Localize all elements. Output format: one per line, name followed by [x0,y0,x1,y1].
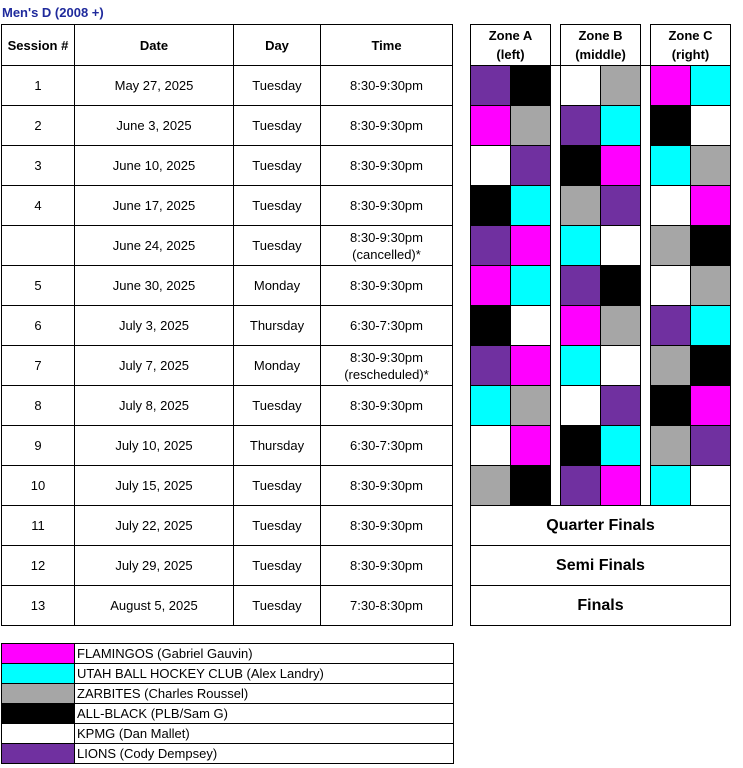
zone-gap [641,25,651,66]
zone-gap [641,226,651,266]
session-header: Session # [2,25,75,66]
team-color-cell [511,386,551,426]
legend-item [2,724,454,744]
time-value: 8:30-9:30pm [350,278,423,293]
zone-gap [641,66,651,106]
day-header: Day [234,25,321,66]
team-color-cell [651,106,691,146]
team-color-cell [651,226,691,266]
time-cell [321,306,453,346]
time-cell [321,226,453,266]
table-row [2,306,453,346]
zone-gap [641,426,651,466]
team-color-cell [561,66,601,106]
team-color-cell [691,426,731,466]
team-color-cell [511,266,551,306]
table-row [2,466,453,506]
zone-a-name: Zone A [488,28,533,43]
zone-b-header [561,25,641,66]
day-cell: Thursday [234,306,321,346]
time-cell [321,106,453,146]
date-cell: July 10, 2025 [75,426,234,466]
session-number-cell: 8 [2,386,75,426]
date-cell: May 27, 2025 [75,66,234,106]
time-cell [321,426,453,466]
day-cell: Tuesday [234,146,321,186]
team-color-cell [691,226,731,266]
legend-table [1,643,454,764]
playoff-round-cell: Finals [471,586,731,626]
legend-swatch [2,644,75,664]
table-row [2,426,453,466]
time-cell [321,66,453,106]
team-color-cell [471,66,511,106]
zone-c-sub: (right) [671,47,710,62]
team-color-cell [471,426,511,466]
team-color-cell [691,306,731,346]
date-cell: July 3, 2025 [75,306,234,346]
team-color-cell [471,386,511,426]
time-value: 6:30-7:30pm [350,318,423,333]
zone-table [470,24,731,626]
team-color-cell [691,346,731,386]
zone-gap [641,186,651,226]
zone-row [471,426,731,466]
zone-row [471,146,731,186]
team-color-cell [601,266,641,306]
team-color-cell [651,386,691,426]
date-cell: June 30, 2025 [75,266,234,306]
zone-a-sub: (left) [496,47,525,62]
zone-gap [641,146,651,186]
zone-gap [551,226,561,266]
zone-row [471,66,731,106]
session-number-cell: 5 [2,266,75,306]
zone-gap [551,106,561,146]
team-color-cell [601,226,641,266]
session-number-cell: 2 [2,106,75,146]
playoff-round-cell: Quarter Finals [471,506,731,546]
zone-gap [551,186,561,226]
schedule-header-row [2,25,453,66]
team-color-cell [651,266,691,306]
day-cell: Tuesday [234,186,321,226]
team-color-cell [471,466,511,506]
date-cell: August 5, 2025 [75,586,234,626]
time-cell [321,186,453,226]
team-color-cell [651,466,691,506]
day-cell: Tuesday [234,466,321,506]
zone-b-name: Zone B [578,28,623,43]
zone-c-header [651,25,731,66]
table-row [2,546,453,586]
table-row [2,66,453,106]
team-color-cell [561,146,601,186]
date-cell: June 10, 2025 [75,146,234,186]
day-cell: Tuesday [234,506,321,546]
zone-gap [641,106,651,146]
date-cell: July 7, 2025 [75,346,234,386]
team-color-cell [691,106,731,146]
zone-row [471,586,731,626]
zone-row [471,106,731,146]
legend-label: KPMG (Dan Mallet) [75,724,454,744]
time-cell [321,546,453,586]
time-value: 6:30-7:30pm [350,438,423,453]
legend-item [2,704,454,724]
team-color-cell [601,346,641,386]
time-value: 8:30-9:30pm [350,518,423,533]
legend-item [2,684,454,704]
table-row [2,586,453,626]
team-color-cell [511,306,551,346]
team-color-cell [691,186,731,226]
day-cell: Tuesday [234,386,321,426]
zone-row [471,266,731,306]
legend-swatch [2,684,75,704]
table-row [2,106,453,146]
team-color-cell [471,226,511,266]
team-color-cell [561,466,601,506]
team-color-cell [561,306,601,346]
team-color-cell [601,146,641,186]
zone-gap [551,306,561,346]
day-cell: Thursday [234,426,321,466]
day-cell: Tuesday [234,106,321,146]
team-color-cell [651,346,691,386]
table-row [2,266,453,306]
zone-gap [551,66,561,106]
table-row [2,146,453,186]
zone-gap [551,25,561,66]
zone-gap [641,306,651,346]
team-color-cell [511,146,551,186]
legend-label: UTAH BALL HOCKEY CLUB (Alex Landry) [75,664,454,684]
team-color-cell [651,66,691,106]
legend-label: ZARBITES (Charles Roussel) [75,684,454,704]
zone-c-name: Zone C [668,28,713,43]
zone-gap [641,346,651,386]
zone-row [471,346,731,386]
session-number-cell: 11 [2,506,75,546]
zone-row [471,386,731,426]
team-color-cell [511,66,551,106]
page-title: Men's D (2008 +) [2,5,104,20]
legend-item [2,664,454,684]
team-color-cell [511,226,551,266]
legend-item [2,644,454,664]
team-color-cell [601,386,641,426]
team-color-cell [511,106,551,146]
day-cell: Tuesday [234,546,321,586]
time-cell [321,386,453,426]
date-cell: July 15, 2025 [75,466,234,506]
day-cell: Monday [234,266,321,306]
team-color-cell [601,106,641,146]
time-cell [321,346,453,386]
time-note: (rescheduled)* [344,366,429,382]
team-color-cell [601,306,641,346]
table-row [2,506,453,546]
team-color-cell [511,346,551,386]
time-value: 8:30-9:30pm [350,349,423,365]
session-number-cell: 1 [2,66,75,106]
team-color-cell [471,186,511,226]
team-color-cell [471,346,511,386]
time-value: 8:30-9:30pm [350,398,423,413]
team-color-cell [561,386,601,426]
time-cell [321,586,453,626]
time-value: 8:30-9:30pm [350,229,423,245]
zone-row [471,546,731,586]
zone-gap [551,466,561,506]
team-color-cell [601,466,641,506]
session-number-cell: 13 [2,586,75,626]
time-note: (cancelled)* [352,246,421,262]
time-value: 8:30-9:30pm [350,158,423,173]
team-color-cell [471,266,511,306]
table-row [2,226,453,266]
legend-label: FLAMINGOS (Gabriel Gauvin) [75,644,454,664]
zone-gap [551,386,561,426]
session-number-cell: 9 [2,426,75,466]
team-color-cell [691,266,731,306]
time-header: Time [321,25,453,66]
date-cell: June 3, 2025 [75,106,234,146]
time-value: 8:30-9:30pm [350,118,423,133]
time-value: 8:30-9:30pm [350,198,423,213]
zone-row [471,506,731,546]
zone-gap [551,426,561,466]
date-cell: July 29, 2025 [75,546,234,586]
team-color-cell [651,306,691,346]
legend-swatch [2,704,75,724]
team-color-cell [561,426,601,466]
team-color-cell [561,106,601,146]
team-color-cell [601,186,641,226]
team-color-cell [471,106,511,146]
time-value: 7:30-8:30pm [350,598,423,613]
session-number-cell: 3 [2,146,75,186]
zone-gap [551,346,561,386]
session-number-cell: 4 [2,186,75,226]
date-cell: June 17, 2025 [75,186,234,226]
time-cell [321,266,453,306]
legend-label: ALL-BLACK (PLB/Sam G) [75,704,454,724]
table-row [2,386,453,426]
legend-swatch [2,664,75,684]
team-color-cell [561,346,601,386]
table-row [2,186,453,226]
team-color-cell [691,146,731,186]
zone-gap [551,146,561,186]
legend-swatch [2,724,75,744]
team-color-cell [561,226,601,266]
day-cell: Tuesday [234,226,321,266]
playoff-round-cell: Semi Finals [471,546,731,586]
date-cell: June 24, 2025 [75,226,234,266]
zone-row [471,306,731,346]
date-header: Date [75,25,234,66]
session-number-cell: 10 [2,466,75,506]
team-color-cell [651,426,691,466]
time-cell [321,506,453,546]
team-color-cell [561,266,601,306]
team-color-cell [471,306,511,346]
team-color-cell [601,426,641,466]
time-cell [321,146,453,186]
zone-gap [551,266,561,306]
team-color-cell [561,186,601,226]
table-row [2,346,453,386]
day-cell: Monday [234,346,321,386]
session-number-cell: 12 [2,546,75,586]
session-number-cell: 6 [2,306,75,346]
session-number-cell [2,226,75,266]
team-color-cell [471,146,511,186]
time-value: 8:30-9:30pm [350,478,423,493]
legend-item [2,744,454,764]
team-color-cell [601,66,641,106]
zone-row [471,186,731,226]
time-value: 8:30-9:30pm [350,558,423,573]
legend-swatch [2,744,75,764]
zone-b-sub: (middle) [575,47,626,62]
zone-row [471,226,731,266]
zone-gap [641,266,651,306]
zone-a-header [471,25,551,66]
team-color-cell [691,466,731,506]
zone-gap [641,386,651,426]
team-color-cell [511,466,551,506]
team-color-cell [691,386,731,426]
day-cell: Tuesday [234,66,321,106]
zone-header-row [471,25,731,66]
session-number-cell: 7 [2,346,75,386]
time-cell [321,466,453,506]
team-color-cell [511,186,551,226]
team-color-cell [651,146,691,186]
date-cell: July 22, 2025 [75,506,234,546]
team-color-cell [511,426,551,466]
team-color-cell [691,66,731,106]
team-color-cell [651,186,691,226]
schedule-table [1,24,453,626]
zone-gap [641,466,651,506]
time-value: 8:30-9:30pm [350,78,423,93]
zone-row [471,466,731,506]
date-cell: July 8, 2025 [75,386,234,426]
day-cell: Tuesday [234,586,321,626]
legend-label: LIONS (Cody Dempsey) [75,744,454,764]
